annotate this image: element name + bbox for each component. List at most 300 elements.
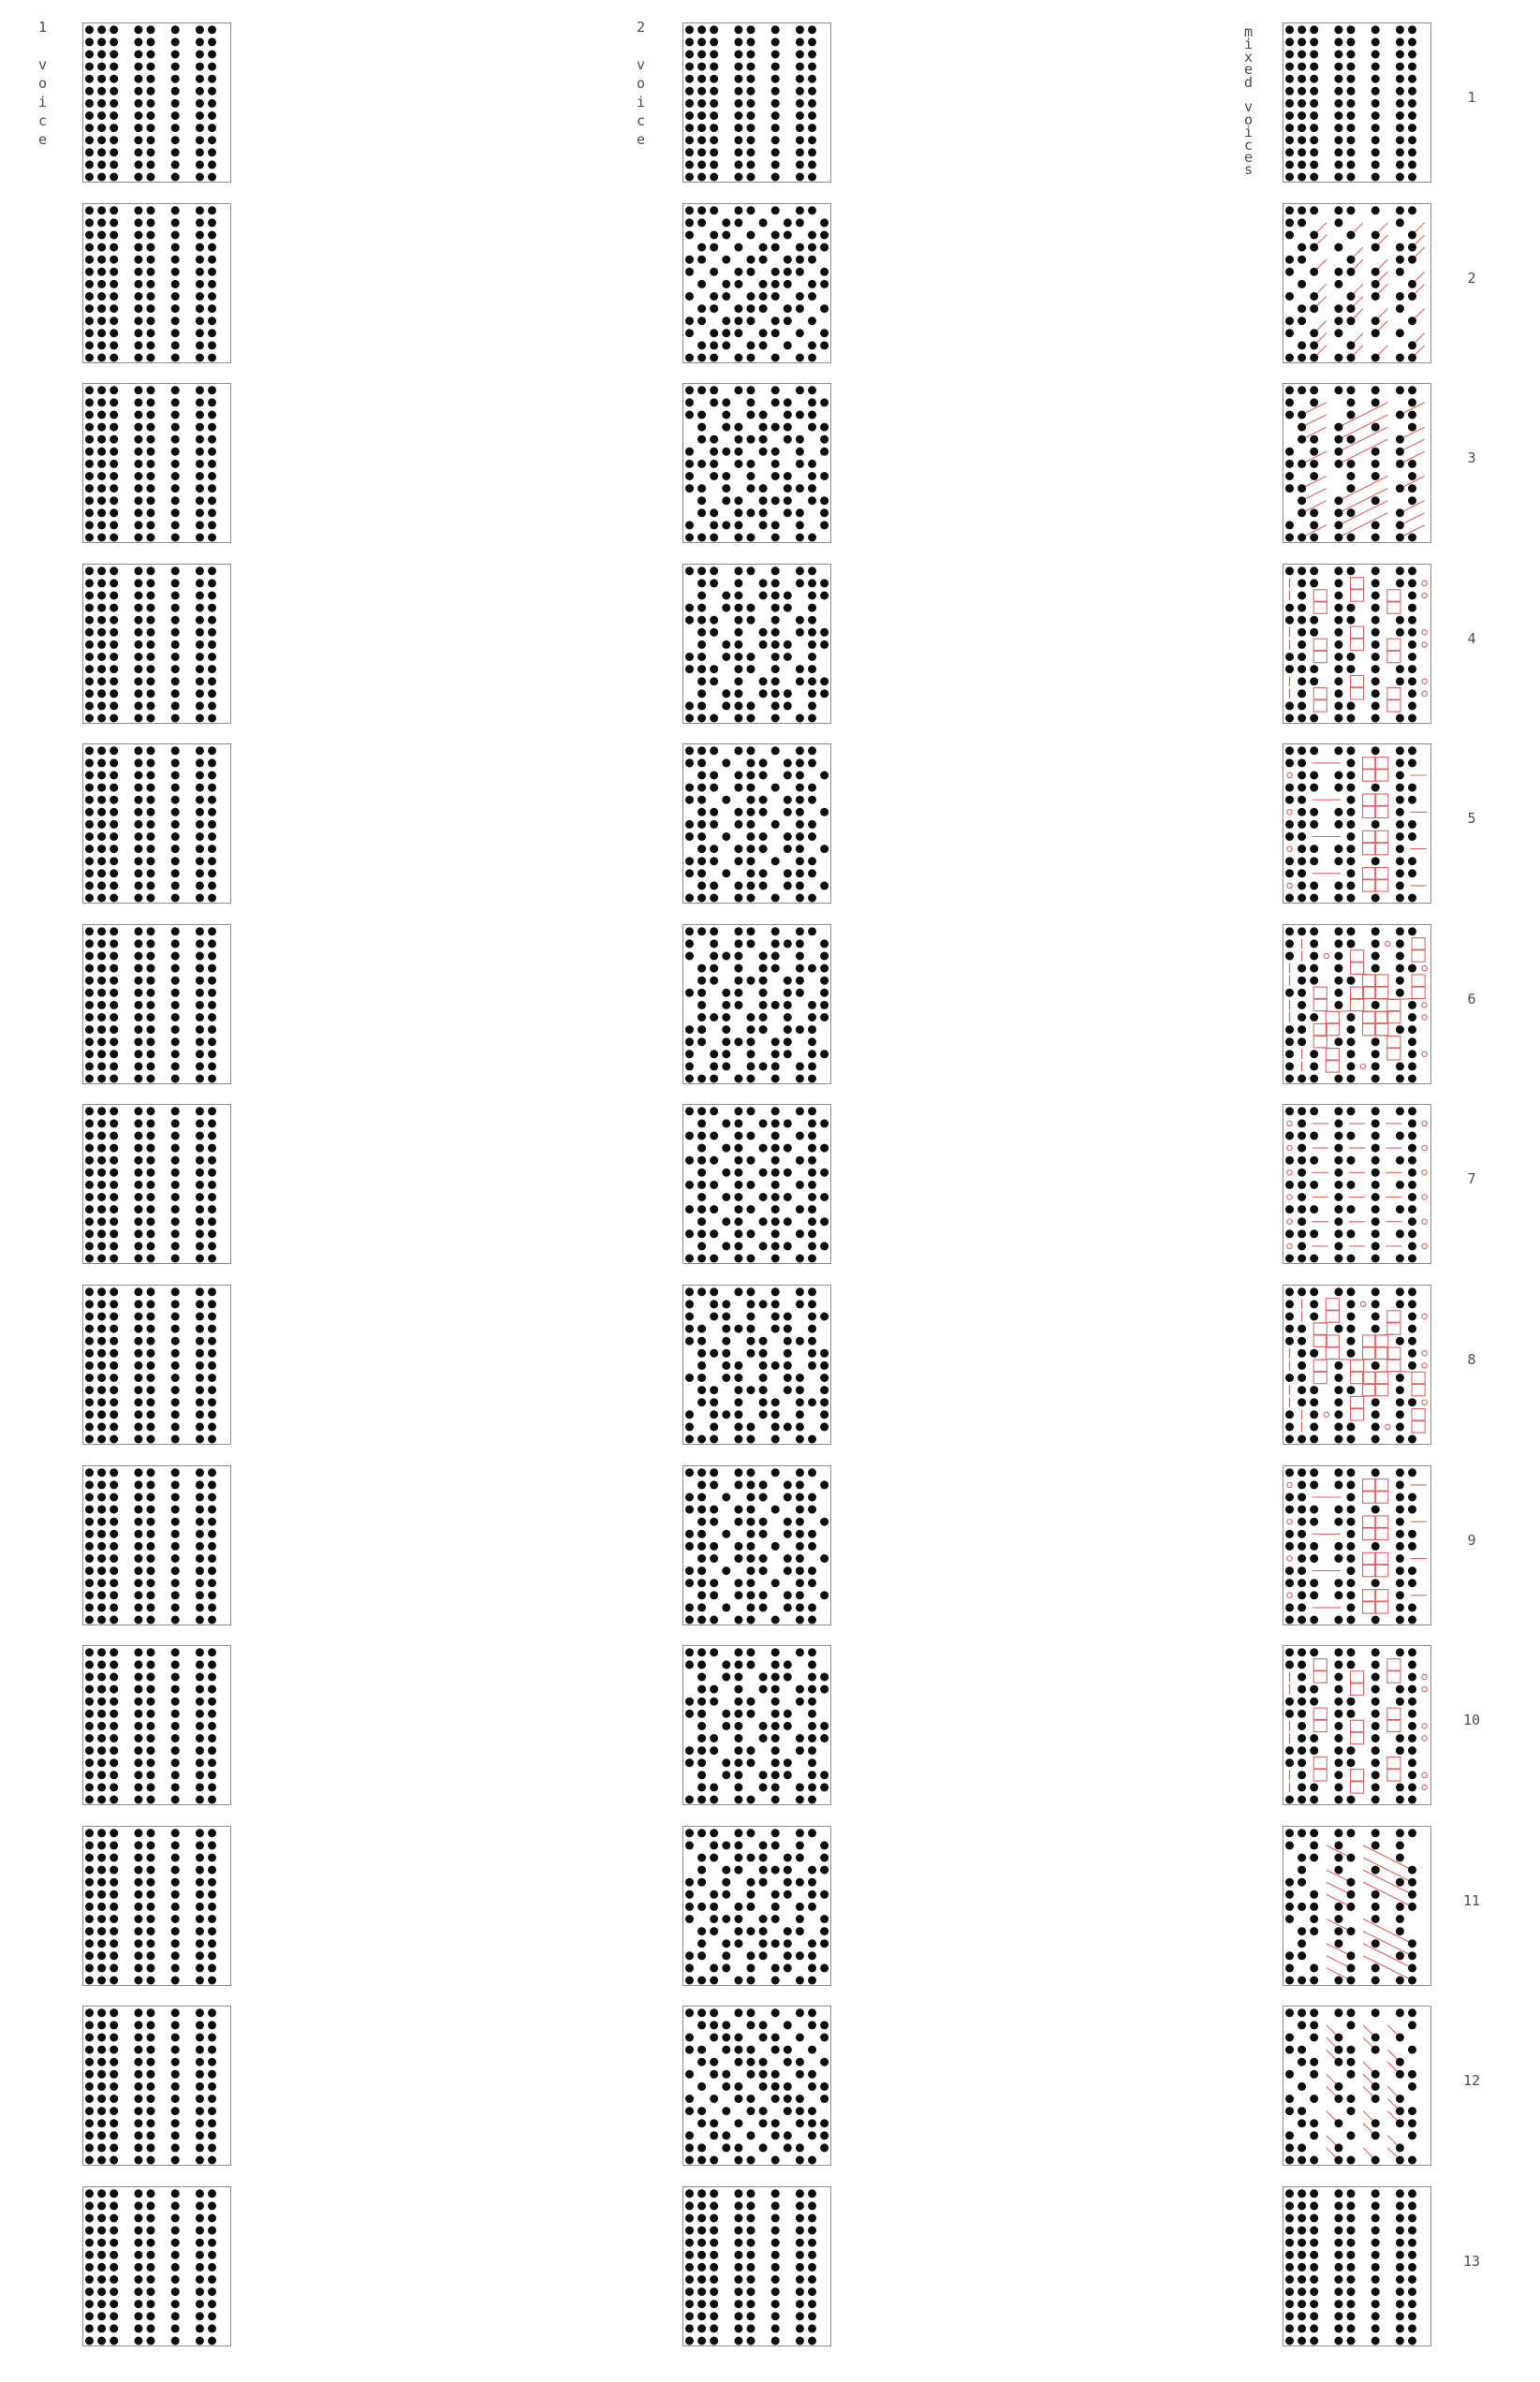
red-pair-square: [1387, 590, 1401, 601]
clap-dot: [1285, 37, 1294, 46]
clap-dot: [147, 2239, 155, 2247]
clap-dot: [208, 2058, 216, 2066]
clap-dot: [196, 2034, 204, 2042]
clap-dot: [85, 243, 94, 251]
clap-dot: [759, 435, 768, 444]
red-pair-square: [1351, 687, 1364, 698]
clap-dot: [1310, 37, 1318, 46]
clap-dot: [97, 243, 106, 251]
clap-dot: [771, 1218, 780, 1227]
clap-dot: [97, 1841, 106, 1849]
clap-dot: [1298, 411, 1306, 419]
clap-dot: [1298, 1649, 1306, 1657]
clap-dot: [1298, 2082, 1306, 2091]
clap-dot: [97, 1206, 106, 1214]
clap-dot: [85, 1169, 94, 1177]
clap-dot: [734, 1939, 742, 1948]
clap-dot: [1334, 386, 1342, 394]
clap-dot: [147, 1976, 155, 1984]
clap-dot: [1396, 1796, 1404, 1804]
clap-dot: [1396, 1255, 1404, 1263]
clap-dot: [171, 508, 180, 517]
clap-dot: [1396, 894, 1404, 903]
red-pair-square: [1313, 1335, 1327, 1346]
clap-dot: [134, 1037, 142, 1046]
clap-dot: [1285, 784, 1294, 792]
clap-dot: [97, 1108, 106, 1116]
clap-dot: [196, 1374, 204, 1382]
clap-dot: [97, 218, 106, 227]
clap-dot: [734, 1108, 742, 1116]
clap-dot: [747, 1829, 755, 1837]
clap-dot: [171, 304, 180, 313]
clap-dot: [85, 1915, 94, 1923]
clap-dot: [110, 1722, 118, 1730]
clap-dot: [196, 689, 204, 698]
clap-dot: [97, 2227, 106, 2235]
clap-dot: [196, 1013, 204, 1022]
vertical-label-letter: e: [38, 131, 48, 148]
clap-dot: [1298, 435, 1306, 444]
clap-dot: [97, 87, 106, 96]
clap-dot: [808, 124, 816, 132]
clap-dot: [134, 2144, 142, 2153]
clap-dot: [85, 1230, 94, 1239]
clap-dot: [808, 2300, 816, 2308]
clap-dot: [208, 1361, 216, 1370]
clap-dot: [171, 677, 180, 685]
clap-dot: [134, 2095, 142, 2103]
clap-dot: [1310, 820, 1318, 829]
clap-dot: [97, 2034, 106, 2042]
clap-dot: [147, 1566, 155, 1575]
clap-dot: [1371, 713, 1380, 722]
clap-dot: [97, 111, 106, 120]
clap-dot: [1347, 206, 1356, 214]
clap-dot: [110, 353, 118, 361]
clap-dot: [147, 989, 155, 997]
clap-dot: [147, 1361, 155, 1370]
clap-dot: [1408, 1877, 1416, 1886]
clap-dot: [734, 1746, 742, 1755]
clap-dot: [1310, 1132, 1318, 1140]
clap-dot: [147, 411, 155, 419]
clap-dot: [1310, 894, 1318, 903]
clap-dot: [97, 1230, 106, 1239]
clap-dot: [747, 460, 755, 468]
clap-dot: [1285, 665, 1294, 673]
clap-dot: [771, 566, 780, 575]
clap-dot: [147, 1050, 155, 1058]
clap-dot: [171, 640, 180, 649]
clap-dot: [734, 2082, 742, 2091]
clap-dot: [820, 423, 829, 432]
clap-dot: [771, 496, 780, 505]
clap-dot: [147, 1673, 155, 1682]
clap-dot: [196, 615, 204, 624]
clap-dot: [747, 230, 755, 239]
clap-dot: [1347, 1013, 1356, 1022]
clap-dot: [134, 25, 142, 34]
clap-dot: [734, 435, 742, 444]
clap-dot: [1371, 25, 1380, 34]
clap-dot: [1298, 1242, 1306, 1251]
clap-dot: [134, 1218, 142, 1227]
clap-dot: [134, 640, 142, 649]
clap-dot: [771, 1710, 780, 1718]
clap-dot: [796, 255, 804, 263]
clap-dot: [685, 399, 694, 407]
clap-dot: [208, 2312, 216, 2320]
clap-dot: [1371, 566, 1380, 575]
clap-dot: [147, 316, 155, 325]
clap-dot: [171, 341, 180, 349]
clap-dot: [1298, 1480, 1306, 1489]
clap-dot: [85, 1796, 94, 1804]
clap-dot: [134, 2034, 142, 2042]
clap-dot: [1285, 206, 1294, 214]
clap-dot: [734, 1435, 742, 1444]
clap-dot: [171, 1492, 180, 1501]
clap-dot: [734, 820, 742, 829]
clap-dot: [759, 1480, 768, 1489]
clap-dot: [1347, 435, 1356, 444]
clap-dot: [134, 1300, 142, 1308]
clap-dot: [1408, 534, 1416, 542]
clap-dot: [134, 1603, 142, 1611]
clap-dot: [134, 111, 142, 120]
clap-dot: [796, 1734, 804, 1742]
clap-dot: [747, 1529, 755, 1537]
clap-dot: [734, 1181, 742, 1189]
dot-grid: [1283, 2007, 1430, 2165]
clap-dot: [1408, 472, 1416, 480]
clap-dot: [1347, 1108, 1356, 1116]
clap-dot: [784, 653, 792, 661]
clap-dot: [1396, 2070, 1404, 2079]
clap-dot: [134, 1698, 142, 1706]
clap-dot: [1396, 136, 1404, 144]
dot-grid: [1283, 925, 1430, 1083]
clap-dot: [134, 37, 142, 46]
clap-dot: [147, 1325, 155, 1333]
clap-dot: [134, 2058, 142, 2066]
red-pair-square: [1375, 880, 1388, 891]
clap-dot: [1310, 1386, 1318, 1394]
clap-dot: [1334, 1287, 1342, 1296]
clap-dot: [1408, 628, 1416, 637]
clap-dot: [820, 496, 829, 505]
clap-dot: [208, 1120, 216, 1128]
clap-dot: [820, 640, 829, 649]
clap-dot: [1371, 472, 1380, 480]
clap-dot: [784, 1927, 792, 1935]
clap-dot: [734, 124, 742, 132]
clap-dot: [110, 1661, 118, 1669]
clap-dot: [1285, 1710, 1294, 1718]
clap-dot: [1285, 2132, 1294, 2140]
clap-dot: [208, 435, 216, 444]
red-pair-square: [1375, 868, 1388, 879]
clap-dot: [808, 2263, 816, 2272]
clap-dot: [196, 1877, 204, 1886]
clap-dot: [110, 1435, 118, 1444]
clap-dot: [685, 111, 694, 120]
red-pair-square: [1387, 1720, 1401, 1731]
clap-dot: [97, 1144, 106, 1153]
clap-dot: [1371, 1206, 1380, 1214]
clap-dot: [208, 1772, 216, 1780]
clap-dot: [1408, 136, 1416, 144]
clap-dot: [97, 894, 106, 903]
clap-dot: [196, 591, 204, 599]
clap-dot: [771, 951, 780, 960]
clap-dot: [1310, 1074, 1318, 1082]
clap-dot: [697, 1361, 706, 1370]
clap-dot: [747, 2287, 755, 2296]
clap-dot: [734, 63, 742, 71]
clap-dot: [759, 870, 768, 878]
red-pair-square: [1412, 987, 1425, 998]
clap-dot: [134, 1349, 142, 1358]
clap-dot: [171, 689, 180, 698]
clap-dot: [134, 2300, 142, 2308]
clap-dot: [1347, 1156, 1356, 1165]
clap-dot: [685, 2095, 694, 2103]
clap-dot: [1347, 870, 1356, 878]
clap-dot: [747, 1566, 755, 1575]
clap-dot: [820, 2095, 829, 2103]
clap-dot: [147, 1517, 155, 1525]
clap-dot: [808, 230, 816, 239]
clap-dot: [110, 341, 118, 349]
clap-dot: [85, 927, 94, 935]
clap-dot: [808, 615, 816, 624]
clap-dot: [771, 963, 780, 972]
clap-dot: [759, 628, 768, 637]
clap-dot: [1310, 1829, 1318, 1837]
clap-dot: [1408, 963, 1416, 972]
clap-dot: [208, 1468, 216, 1477]
clap-dot: [85, 2132, 94, 2140]
panel-voice1-section-8: [82, 1285, 231, 1445]
red-pair-square: [1387, 1347, 1401, 1359]
clap-dot: [1396, 858, 1404, 866]
clap-dot: [1396, 460, 1404, 468]
clap-dot: [697, 2251, 706, 2259]
red-web-line: [1332, 1359, 1357, 1360]
clap-dot: [1408, 1758, 1416, 1767]
clap-dot: [1396, 1374, 1404, 1382]
clap-dot: [1334, 1976, 1342, 1984]
red-pair-square: [1351, 1397, 1364, 1408]
clap-dot: [97, 1156, 106, 1165]
clap-dot: [771, 51, 780, 59]
clap-dot: [734, 2189, 742, 2198]
clap-dot: [697, 1784, 706, 1792]
clap-dot: [110, 267, 118, 275]
clap-dot: [771, 2034, 780, 2042]
clap-dot: [1285, 1951, 1294, 1960]
clap-dot: [685, 1206, 694, 1214]
red-pair-square: [1375, 1372, 1388, 1383]
clap-dot: [147, 1410, 155, 1419]
clap-dot: [147, 603, 155, 611]
clap-dot: [208, 484, 216, 493]
clap-dot: [1310, 2201, 1318, 2210]
clap-dot: [1347, 460, 1356, 468]
clap-dot: [1347, 399, 1356, 407]
clap-dot: [134, 1132, 142, 1140]
clap-dot: [734, 1287, 742, 1296]
clap-dot: [196, 2324, 204, 2332]
clap-dot: [97, 1603, 106, 1611]
clap-dot: [171, 1361, 180, 1370]
clap-dot: [771, 160, 780, 169]
clap-dot: [1334, 75, 1342, 83]
clap-dot: [1334, 665, 1342, 673]
clap-dot: [747, 472, 755, 480]
clap-dot: [85, 832, 94, 841]
clap-dot: [134, 1422, 142, 1431]
clap-dot: [147, 1193, 155, 1201]
clap-dot: [147, 759, 155, 768]
clap-dot: [85, 1156, 94, 1165]
clap-dot: [196, 1517, 204, 1525]
clap-dot: [722, 1062, 730, 1070]
clap-dot: [1298, 1554, 1306, 1563]
clap-dot: [1285, 1890, 1294, 1899]
clap-dot: [134, 1554, 142, 1563]
clap-dot: [1334, 772, 1342, 780]
clap-dot: [196, 1685, 204, 1694]
clap-dot: [1285, 2263, 1294, 2272]
clap-dot: [808, 399, 816, 407]
clap-dot: [796, 1410, 804, 1419]
dot-grid: [683, 1827, 830, 1985]
clap-dot: [134, 1841, 142, 1849]
clap-dot: [710, 1156, 718, 1165]
clap-dot: [697, 2046, 706, 2054]
clap-dot: [784, 1710, 792, 1718]
clap-dot: [1285, 316, 1294, 325]
clap-dot: [85, 1853, 94, 1861]
clap-dot: [697, 136, 706, 144]
clap-dot: [196, 2022, 204, 2030]
red-pair-square: [1363, 757, 1376, 769]
clap-dot: [710, 1386, 718, 1394]
clap-dot: [1334, 701, 1342, 710]
clap-dot: [196, 1649, 204, 1657]
clap-dot: [1310, 508, 1318, 517]
clap-dot: [685, 2263, 694, 2272]
clap-dot: [808, 2120, 816, 2128]
clap-dot: [171, 2251, 180, 2259]
clap-dot: [97, 1422, 106, 1431]
clap-dot: [1347, 173, 1356, 182]
clap-dot: [734, 1649, 742, 1657]
clap-dot: [97, 2275, 106, 2284]
dot-grid: [683, 2187, 830, 2345]
clap-dot: [796, 1915, 804, 1923]
clap-dot: [697, 1829, 706, 1837]
dot-grid: [1283, 384, 1430, 542]
clap-dot: [85, 653, 94, 661]
clap-dot: [722, 1661, 730, 1669]
clap-dot: [171, 534, 180, 542]
clap-dot: [820, 1890, 829, 1899]
clap-dot: [97, 1963, 106, 1972]
clap-dot: [697, 894, 706, 903]
clap-dot: [208, 2263, 216, 2272]
clap-dot: [808, 1492, 816, 1501]
clap-dot: [97, 279, 106, 287]
clap-dot: [1347, 1255, 1356, 1263]
dot-grid: [83, 384, 230, 542]
clap-dot: [97, 1480, 106, 1489]
clap-dot: [208, 279, 216, 287]
clap-dot: [697, 2189, 706, 2198]
clap-dot: [134, 820, 142, 829]
clap-dot: [1371, 2263, 1380, 2272]
clap-dot: [85, 677, 94, 685]
clap-dot: [147, 1951, 155, 1960]
clap-dot: [734, 1698, 742, 1706]
clap-dot: [734, 1579, 742, 1587]
clap-dot: [734, 25, 742, 34]
clap-dot: [1371, 1722, 1380, 1730]
clap-dot: [208, 845, 216, 853]
clap-dot: [1347, 603, 1356, 611]
clap-dot: [1310, 882, 1318, 890]
clap-dot: [171, 173, 180, 182]
red-pair-square: [1351, 963, 1364, 974]
clap-dot: [747, 304, 755, 313]
clap-dot: [1396, 1841, 1404, 1849]
clap-dot: [147, 1255, 155, 1263]
clap-dot: [685, 2046, 694, 2054]
red-pair-square: [1375, 975, 1388, 986]
clap-dot: [1347, 304, 1356, 313]
clap-dot: [85, 2095, 94, 2103]
clap-dot: [808, 1287, 816, 1296]
clap-dot: [85, 173, 94, 182]
clap-dot: [147, 1468, 155, 1477]
clap-dot: [685, 1829, 694, 1837]
clap-dot: [85, 989, 94, 997]
clap-dot: [784, 1865, 792, 1874]
clap-dot: [147, 472, 155, 480]
clap-dot: [722, 640, 730, 649]
clap-dot: [147, 566, 155, 575]
clap-dot: [734, 496, 742, 505]
clap-dot: [196, 2107, 204, 2115]
clap-dot: [734, 423, 742, 432]
clap-dot: [722, 796, 730, 804]
clap-dot: [110, 2263, 118, 2272]
clap-dot: [208, 386, 216, 394]
clap-dot: [208, 1074, 216, 1082]
clap-dot: [85, 640, 94, 649]
clap-dot: [85, 37, 94, 46]
clap-dot: [171, 2107, 180, 2115]
clap-dot: [1310, 1890, 1318, 1899]
clap-dot: [196, 484, 204, 493]
red-pair-square: [1363, 1372, 1376, 1383]
clap-dot: [97, 1313, 106, 1321]
clap-dot: [784, 1169, 792, 1177]
clap-dot: [134, 1062, 142, 1070]
